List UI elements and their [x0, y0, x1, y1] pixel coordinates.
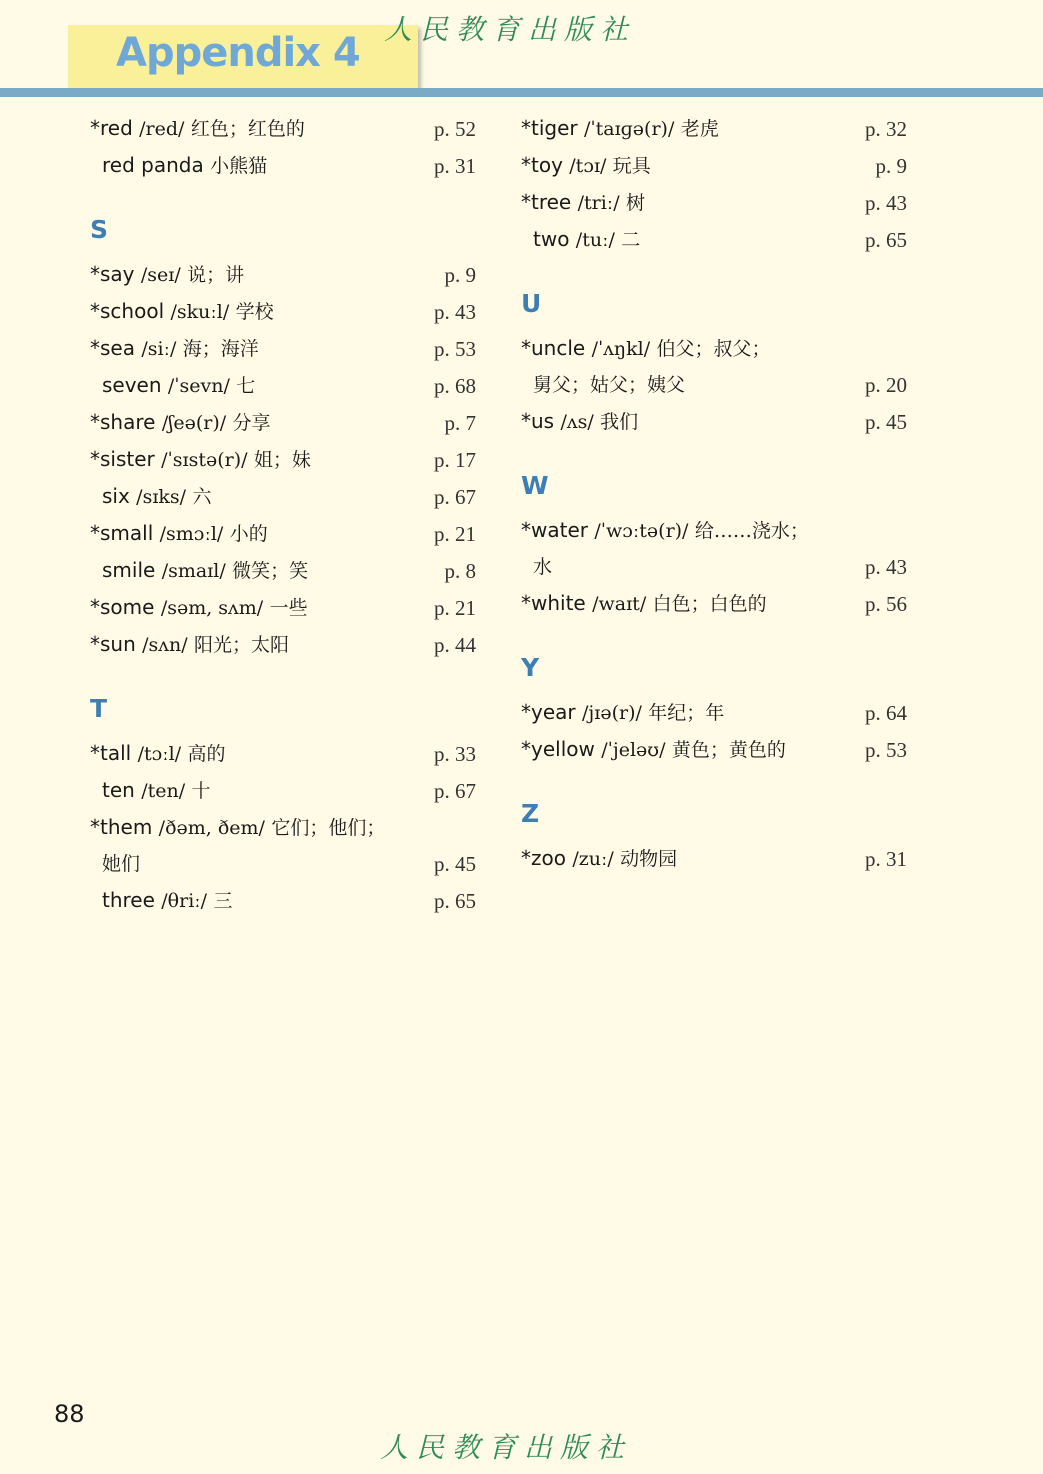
section-t	[90, 691, 476, 919]
vocab-entry: *say /seɪ/ 说；讲 p. 9	[90, 256, 476, 293]
vocab-entry: *tree /triː/ 树 p. 43	[521, 184, 907, 221]
vocab-entry: *water /ˈwɔːtə(r)/ 给……浇水； 水 p. 43	[521, 512, 907, 585]
section-s	[90, 212, 476, 663]
vocab-entry: *toy /tɔɪ/ 玩具 p. 9	[521, 147, 907, 184]
page-ref: p. 31	[434, 154, 476, 178]
page-ref: p. 17	[434, 448, 476, 472]
vocab-entry: three /θriː/ 三 p. 65	[90, 882, 476, 919]
vocab-entry: two /tuː/ 二 p. 65	[521, 221, 907, 258]
page-ref: p. 67	[434, 485, 476, 509]
vocab-entry: *zoo /zuː/ 动物园 p. 31	[521, 840, 907, 877]
vocab-entry: *yellow /ˈjeləʊ/ 黄色；黄色的 p. 53	[521, 731, 907, 768]
section-letter-w: W	[521, 471, 549, 500]
vocab-entry: *tiger /ˈtaɪɡə(r)/ 老虎 p. 32	[521, 110, 907, 147]
vocab-entry: *white /waɪt/ 白色；白色的 p. 56	[521, 585, 907, 622]
page-ref: p. 53	[434, 337, 476, 361]
page-ref: p. 65	[865, 228, 907, 252]
section-letter-y: Y	[521, 653, 540, 682]
vocab-entry: *them /ðəm, ðem/ 它们；他们； 她们 p. 45	[90, 809, 476, 882]
vocab-entry: red panda 小熊猫 p. 31	[90, 147, 476, 184]
section-w	[521, 468, 907, 622]
page-ref: p. 45	[434, 852, 476, 876]
page-ref: p. 53	[865, 738, 907, 762]
vocab-entry: *year /jɪə(r)/ 年纪；年 p. 64	[521, 694, 907, 731]
page-ref: p. 31	[865, 847, 907, 871]
right-column	[521, 110, 907, 905]
page-ref: p. 65	[434, 889, 476, 913]
vocab-entry: smile /smaɪl/ 微笑；笑 p. 8	[90, 552, 476, 589]
page-ref: p. 32	[865, 117, 907, 141]
page-title: Appendix 4	[116, 30, 360, 76]
section-letter-z: Z	[521, 799, 540, 828]
section-letter-t: T	[90, 694, 108, 723]
vocab-entry: *sun /sʌn/ 阳光；太阳 p. 44	[90, 626, 476, 663]
left-column	[90, 110, 476, 947]
page-ref: p. 20	[865, 373, 907, 397]
vocab-entry: *some /səm, sʌm/ 一些 p. 21	[90, 589, 476, 626]
vocab-entry: *small /smɔːl/ 小的 p. 21	[90, 515, 476, 552]
page-ref: p. 8	[444, 559, 476, 583]
page-ref: p. 52	[434, 117, 476, 141]
vocab-entry: *sea /siː/ 海；海洋 p. 53	[90, 330, 476, 367]
page-number: 88	[54, 1400, 85, 1428]
vocab-entry: *us /ʌs/ 我们 p. 45	[521, 403, 907, 440]
vocab-entry: *red /red/ 红色；红色的 p. 52	[90, 110, 476, 147]
publisher-logo-top: 人民教育出版社	[384, 13, 637, 46]
vocab-entry: six /sɪks/ 六 p. 67	[90, 478, 476, 515]
section-letter-s: S	[90, 215, 109, 244]
page-ref: p. 43	[434, 300, 476, 324]
page-ref: p. 9	[444, 263, 476, 287]
page-ref: p. 7	[444, 411, 476, 435]
page-ref: p. 45	[865, 410, 907, 434]
page-ref: p. 21	[434, 596, 476, 620]
section-t-continued	[521, 110, 907, 258]
section-r-continued	[90, 110, 476, 184]
vocab-entry: *tall /tɔːl/ 高的 p. 33	[90, 735, 476, 772]
vocab-entry: ten /ten/ 十 p. 67	[90, 772, 476, 809]
page-ref: p. 56	[865, 592, 907, 616]
page-ref: p. 64	[865, 701, 907, 725]
section-u	[521, 286, 907, 440]
header-divider	[0, 88, 1043, 97]
page-ref: p. 67	[434, 779, 476, 803]
page-ref: p. 21	[434, 522, 476, 546]
section-z	[521, 796, 907, 877]
page-ref: p. 44	[434, 633, 476, 657]
publisher-logo-bottom: 人民教育出版社	[380, 1431, 633, 1464]
vocab-entry: seven /ˈsevn/ 七 p. 68	[90, 367, 476, 404]
page-ref: p. 33	[434, 742, 476, 766]
section-y	[521, 650, 907, 768]
vocab-entry: *share /ʃeə(r)/ 分享 p. 7	[90, 404, 476, 441]
vocab-entry: *uncle /ˈʌŋkl/ 伯父；叔父； 舅父；姑父；姨父 p. 20	[521, 330, 907, 403]
page-ref: p. 43	[865, 191, 907, 215]
page-ref: p. 43	[865, 555, 907, 579]
vocab-entry: *school /skuːl/ 学校 p. 43	[90, 293, 476, 330]
page-ref: p. 9	[875, 154, 907, 178]
page-ref: p. 68	[434, 374, 476, 398]
section-letter-u: U	[521, 289, 542, 318]
vocab-entry: *sister /ˈsɪstə(r)/ 姐；妹 p. 17	[90, 441, 476, 478]
